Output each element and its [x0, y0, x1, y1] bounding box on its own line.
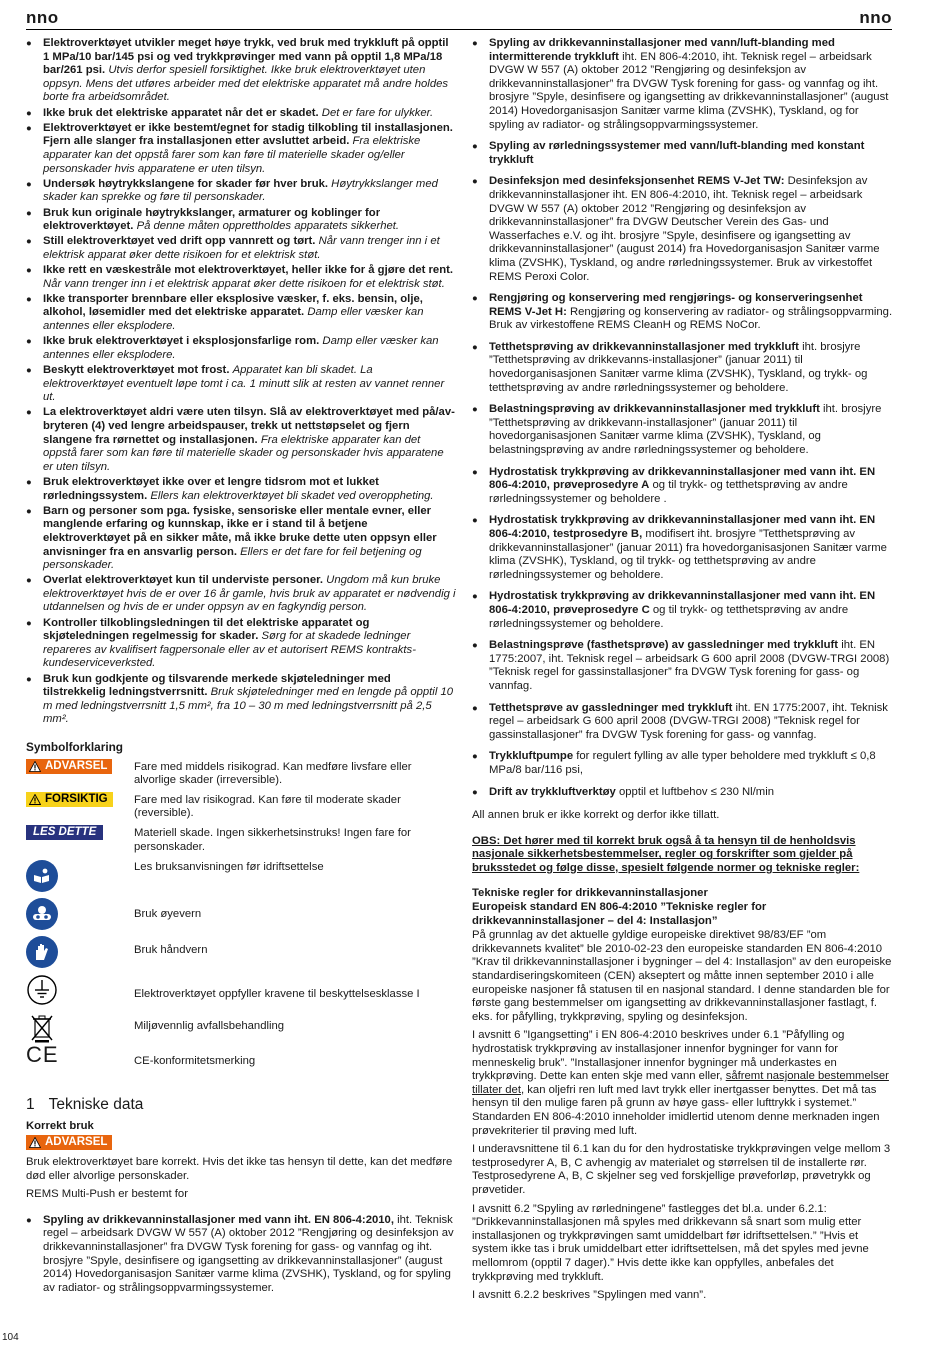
ce-text: CE-konformitetsmerking	[134, 1055, 256, 1068]
symbol-row-lesdette	[26, 825, 456, 854]
rules-heading: Tekniske regler for drikkevanninstallasjoner	[472, 887, 708, 900]
warning-triangle-icon	[29, 761, 41, 772]
list-item: ● Bruk kun originale høytrykkslanger, armaturer og koblinger for elektroverktøyet. På denne måten opprettholdes apparatets sikkerhet.	[26, 207, 456, 234]
forsiktig-text: Fare med lav risikograd. Kan føre til moderate skader (reversible).	[134, 793, 401, 820]
symbol-row-manual	[26, 860, 456, 898]
korrekt-bruk-heading: Korrekt bruk	[26, 1119, 94, 1132]
section-heading: 1 Tekniske data	[26, 1096, 144, 1114]
list-item: ● Tetthetsprøving av drikkevanninstallasjoner med trykkluft iht. brosjyre ”Tetthetsprøving av drikkevanns-installasjoner” (januar 2011) til hovedorganisasjonen Sanitær varme klima (ZVSHK), Tyskland, og trykk- og tetthetsprøving av andre rørledningssystemer og beholdere.	[472, 341, 895, 395]
list-item: ● Belastningsprøving av drikkevanninstallasjoner med trykkluft iht. brosjyre ”Tetthetsprøving av drikkevann-installasjoner” (januar 2011) til hovedorganisasjonen Sanitær varme klima (ZVSHK), Tyskland, og belastningsprøving av andre rørledningssystemer og beholdere.	[472, 403, 895, 457]
hand-protection-icon	[26, 936, 58, 968]
list-item: ● Beskytt elektroverktøyet mot frost. Apparatet kan bli skadet. La elektroverktøyet eventuelt løpe tomt i ca. 1 minutt slik at resten av vannet renner ut.	[26, 364, 456, 405]
intended-use-list	[472, 37, 895, 799]
list-item: ● Ikke bruk elektroverktøyet i eksplosjonsfarlige rom. Damp eller væsker kan antennes eller eksplodere.	[26, 335, 456, 362]
list-item: ● Overlat elektroverktøyet kun til underviste personer. Ungdom må kun bruke elektroverktøyet hvis de er over 16 år gamle, hvis bruk av apparatet er nødvendig i utdannelsen og hvis de er under oppsyn av en fagkyndig person.	[26, 574, 456, 615]
header-left-lang: nno	[26, 8, 59, 27]
page-number: 104	[2, 1332, 19, 1343]
list-item: ● Ikke transporter brennbare eller eksplosive væsker, f. eks. bensin, olje, alkohol, løsemidler med det elektriske apparatet. Damp eller væsker kan antennes eller eksplodere.	[26, 293, 456, 334]
symbol-row-hand	[26, 936, 456, 974]
list-item: ● Kontroller tilkoblingsledningen til det elektriske apparatet og skjøteledningen regelmessig for skader. Sørg for at skadede ledninger repareres av kvalifisert fagpersonale eller av et autorisert REMS kontrakts-kundeserviceverksted.	[26, 617, 456, 671]
list-item: ● Bruk kun godkjente og tilsvarende merkede skjøteledninger med tilstrekkelig ledningstverrsnitt. Bruk skjøteledninger med en lengde på opptil 10 m med ledningstverrsnitt 1,5 mm², fra 10 – 30 m med ledningstverrsnitt på 2,5 mm².	[26, 673, 456, 727]
class-text: Elektroverktøyet oppfyller kravene til beskyttelsesklasse I	[134, 988, 420, 1001]
list-item: ● Hydrostatisk trykkprøving av drikkevanninstallasjoner med vann iht. EN 806-4:2010, prøveprosedyre A og til trykk- og tetthetsprøving av andre rørledningssystemer og beholdere .	[472, 466, 895, 507]
list-item: ● Spyling av rørledningssystemer med vann/luft-blanding med konstant trykkluft	[472, 140, 895, 167]
read-manual-icon	[26, 860, 58, 892]
standard-paragraph: På grunnlag av det aktuelle gyldige europeiske direktivet 98/83/EF ”om drikkevannets kvalitet” ble 2010-02-23 den europeiske standarden EN 806-4:2010 ”Krav til drikkevanninstallasjoner i bygninger – del 4: Installasjon” av den europeiske standardiseringskomiteen (CEN) akseptert og måtte innen september 2010 i alle europeiske nasjoner få statusen til en nasjonal standard. I denne standarden ble for første gang bestemmelser om igangsetting av drikkevanninstallasjoner fastlagt, f. eks. for påfylling, trykkprøving, spyling og desinfeksjon.	[472, 929, 892, 1023]
list-item: ● Spyling av drikkevanninstallasjoner med vann/luft-blanding med intermitterende trykkluft iht. EN 806-4:2010, iht. Teknisk regel – arbeidsark DVGW W 557 (A) oktober 2012 ”Rengjøring og desinfeksjon av drikkevanninstallasjoner” fra DVGW Tysk forening for gass- og vannfag og iht. brosjyre ”Spyle, desinfisere og igangsetting av drikkevanninstallasjoner” (august 2014) Hovedorganisasjon Sanitær varme klima (ZVSHK), Tyskland, og for spyling av radiator- og strålingsoppvarmingssystemer.	[472, 37, 895, 132]
advarsel-text: Fare med middels risikograd. Kan medføre livsfare eller alvorlige skader (irreversible).	[134, 760, 412, 787]
manual-text: Les bruksanvisningen før idriftsettelse	[134, 861, 324, 874]
symbol-row-weee	[26, 1012, 456, 1048]
header-rule	[26, 29, 892, 30]
weee-bin-icon	[26, 1012, 58, 1044]
list-item: ● Bruk elektroverktøyet ikke over et lengre tidsrom mot et lukket rørledningssystem. Ellers kan elektroverktøyet bli skadet ved overoppheting.	[26, 476, 456, 503]
list-item: ● Drift av trykkluftverktøy opptil et luftbehov ≤ 230 Nl/min	[472, 786, 895, 800]
symbol-row-eye	[26, 898, 456, 936]
left-column	[26, 37, 456, 1297]
lesdette-text: Materiell skade. Ingen sikkerhetsinstruks! Ingen fare for personskader.	[134, 826, 411, 853]
symbol-row-advarsel	[26, 759, 456, 788]
list-item: ● Trykkluftpumpe for regulert fylling av alle typer beholdere med trykkluft ≤ 0,8 MPa/8 bar/116 psi,	[472, 750, 895, 777]
list-item: ● Hydrostatisk trykkprøving av drikkevanninstallasjoner med vann iht. EN 806-4:2010, prøveprosedyre C og til trykk- og tetthetsprøving av andre rørledningssystemer og beholdere.	[472, 590, 895, 631]
advarsel-badge: ADVARSEL	[26, 759, 112, 774]
protective-earth-icon	[26, 974, 58, 1006]
symbols-title: Symbolforklaring	[26, 740, 124, 754]
symbol-row-ce	[26, 1042, 456, 1082]
list-item: ● La elektroverktøyet aldri være uten tilsyn. Slå av elektroverktøyet med på/av-bryteren (4) ved lengre arbeidspauser, trekk ut nettstøpselet og fjern slangene fra rørnettet og installasjonen. Fra elektriske apparater kan det oppstå farer som kan føre til materielle skader og personskader hvis apparatene er uten tilsyn.	[26, 406, 456, 474]
safety-list	[26, 37, 456, 727]
warning-triangle-icon	[29, 1137, 41, 1148]
list-item: ● Still elektroverktøyet ved drift opp vannrett og tørt. Når vann trenger inn i et elektrisk apparat øker dette risikoen for et elektrisk støt.	[26, 235, 456, 262]
intended-for-paragraph: REMS Multi-Push er bestemt for	[26, 1188, 188, 1201]
forsiktig-badge: FORSIKTIG	[26, 792, 113, 807]
section-advarsel-badge: ADVARSEL	[26, 1135, 112, 1150]
header-right-lang: nno	[859, 8, 892, 27]
correct-use-paragraph: Bruk elektroverktøyet bare korrekt. Hvis det ikke tas hensyn til dette, kan det medføre død eller alvorlige personskader.	[26, 1155, 453, 1182]
flushing-paragraph: I avsnitt 6.2 ”Spyling av rørledningene” fastlegges det bl.a. under 6.2.1: ”Drikkevanninstallasjonen må spyles med drikkevann så snart som mulig etter installasjonen og trykkprøvingen samt umiddelbart før idriftsettelsen.” ”Hvis et system ikke tas i bruk umiddelbart etter idriftsettelsen, må det spyles med jevne mellomrom (opptil 7 dager).” Hvis dette ikke kan oppfylles, anbefales det trykkprøving med trykkluft.	[472, 1202, 869, 1283]
list-item: ● Undersøk høytrykkslangene for skader før hver bruk. Høytrykkslanger med skader kan sprekke og føre til personskader.	[26, 178, 456, 205]
caution-triangle-icon	[29, 794, 41, 805]
list-item: ● Ikke bruk det elektriske apparatet når det er skadet. Det er fare for ulykker.	[26, 107, 456, 121]
list-item: ● Belastningsprøve (fasthetsprøve) av gassledninger med trykkluft iht. EN 1775:2007, iht. Teknisk regel – arbeidsark G 600 april 2008 (DVGW-TRGI 2008) ”Teknisk regel for gassinstallasjoner” fra DVGW Tysk forening for gass- og vannfag.	[472, 639, 895, 693]
section6-paragraph: I avsnitt 6 ”Igangsetting” i EN 806-4:2010 beskrives under 6.1 ”Påfylling og hydrostatisk trykkprøving av installasjoner innenfor bygninger for vann for menneskelig bruk”. ”Installasjoner innenfor bygninger må underkastes en trykkprøving. Dette kan enten skje med vann eller, såfremt nasjonale bestemmelser tillater det, kan oljefri ren luft med lavt trykk eller inertgasser benyttes. Det må tas hensyn til den mulige faren på grunn av høye gass- eller lufttrykk i systemet.” Standarden EN 806-4:2010 inneholder imidlertid utenom denne merknaden ingen prøvekriterier til prøving med luft.	[472, 1029, 889, 1137]
flushing-water-paragraph: I avsnitt 6.2.2 beskrives ”Spylingen med vann”.	[472, 1289, 707, 1302]
hand-text: Bruk håndvern	[134, 944, 208, 957]
subsection-paragraph: I underavsnittene til 6.1 kan du for den hydrostatiske trykkprøvingen velge mellom 3 testprosedyrer A, B, C avhengig av materialet og størrelsen til de installerte rør. Testprosedyrene A, B, C skjelner seg ved forskjellige prøveforløp, prøvetrykk og prøvetider.	[472, 1143, 891, 1196]
list-item: ● Barn og personer som pga. fysiske, sensoriske eller mentale evner, eller manglende erfaring og kunnskap, ikke er i stand til å betjene elektroverktøyet på en sikker måte, må ikke bruke dette uten oppsyn eller anvisninger fra en ansvarlig person. Ellers er det fare for feil betjening og personskader.	[26, 505, 456, 573]
ce-mark-icon: CE	[26, 1042, 59, 1068]
symbol-row-forsiktig	[26, 792, 456, 821]
other-use-paragraph: All annen bruk er ikke korrekt og derfor ikke tillatt.	[472, 809, 720, 822]
standard-heading: Europeisk standard EN 806-4:2010 ”Tekniske regler for drikkevanninstallasjoner – del 4: Installasjon”	[472, 901, 767, 927]
list-item: ● Elektroverktøyet utvikler meget høye trykk, ved bruk med trykkluft på opptil 1 MPa/10 bar/145 psi og ved trykkprøvinger med vann på opptil 1,8 MPa/18 bar/261 psi. Utvis derfor spesiell forsiktighet. Ikke bruk elektroverktøyet uten oppsyn. Mens det utføres arbeider med det elektriske apparatet må andre holdes borte fra arbeidsområdet.	[26, 37, 456, 105]
eye-protection-icon	[26, 898, 58, 930]
list-item: ● Rengjøring og konservering med rengjørings- og konserveringsenhet REMS V-Jet H: Rengjøring og konservering av radiator- og strålingsoppvarming. Bruk av virkestoffene REMS CleanH og REMS NoCor.	[472, 292, 895, 333]
list-item: ● Hydrostatisk trykkprøving av drikkevanninstallasjoner med vann iht. EN 806-4:2010, testprosedyre B, modifisert iht. brosjyre ”Tetthetsprøving av drikkevanninstallasjoner” (januar 2011) fra hovedorganisasjonen Sanitær varme klima (ZVSHK), Tyskland, og til trykk- og tetthetsprøving av andre rørledningssystemer og beholdere.	[472, 514, 895, 582]
lesdette-badge: LES DETTE	[26, 825, 103, 840]
weee-text: Miljøvennlig avfallsbehandling	[134, 1020, 285, 1033]
symbol-row-class	[26, 974, 456, 1012]
eye-text: Bruk øyevern	[134, 908, 202, 921]
right-column	[472, 37, 895, 1308]
list-item: ● Ikke rett en væskestråle mot elektroverktøyet, heller ikke for å gjøre det rent. Når vann trenger inn i et elektrisk apparat øker dette risikoen for et elektrisk støt.	[26, 264, 456, 291]
list-item: ● Tetthetsprøve av gassledninger med trykkluft iht. EN 1775:2007, iht. Teknisk regel – arbeidsark G 600 april 2008 (DVGW-TRGI 2008) ”Teknisk regel for gassinstallasjoner” fra DVGW Tysk forening for gass- og vannfag.	[472, 702, 895, 743]
list-item: ● Desinfeksjon med desinfeksjonsenhet REMS V-Jet TW: Desinfeksjon av drikkevanninstallasjoner iht. EN 806-4:2010, iht. Teknisk regel – arbeidsark DVGW W 557 (A) oktober 2012 ”Rengjøring og desinfeksjon av drikkevanninstallasjoner” fra DVGW Deutscher Verein des Gas- und Wasserfaches e.V. og iht. brosjyre ”Spyle, desinfisere og igangsetting av drikkevanninstallasjoner” (august 2014) fra Hovedorganisasjon Sanitær varme klima (ZVSHK), Tyskland, og andre rørledningssystemer. Bruk av virkestoffet REMS Peroxi Color.	[472, 175, 895, 284]
list-item: ● Elektroverktøyet er ikke bestemt/egnet for stadig tilkobling til installasjonen. Fjern alle slanger fra installasjonen etter avsluttet arbeid. Fra elektriske apparater kan det oppstå farer som kan føre til materielle skader og/eller personskader hvis apparatene er uten tilsyn.	[26, 122, 456, 176]
list-item: ● Spyling av drikkevanninstallasjoner med vann iht. EN 806-4:2010, iht. Teknisk regel – arbeidsark DVGW W 557 (A) oktober 2012 ”Rengjøring og desinfeksjon av drikkevanninstallasjoner” fra DVGW Tysk forening for gass- og vannfag og iht. brosjyre ”Spyle, desinfisere og igangsetting av drikkevanninstallasjoner” (august 2014) Hovedorganisasjon Sanitær varme klima (ZVSHK), Tyskland, og for spyling av radiator- og strålingsoppvarmingssystemer.	[26, 1214, 456, 1296]
obs-notice: OBS: Det hører med til korrekt bruk også å ta hensyn til de henholdsvis nasjonale sikkerhetsbestemmelser, regler og forskrifter som gjelder på bruksstedet og følge disse, spesielt følgende normer og tekniske regler:	[472, 834, 860, 874]
